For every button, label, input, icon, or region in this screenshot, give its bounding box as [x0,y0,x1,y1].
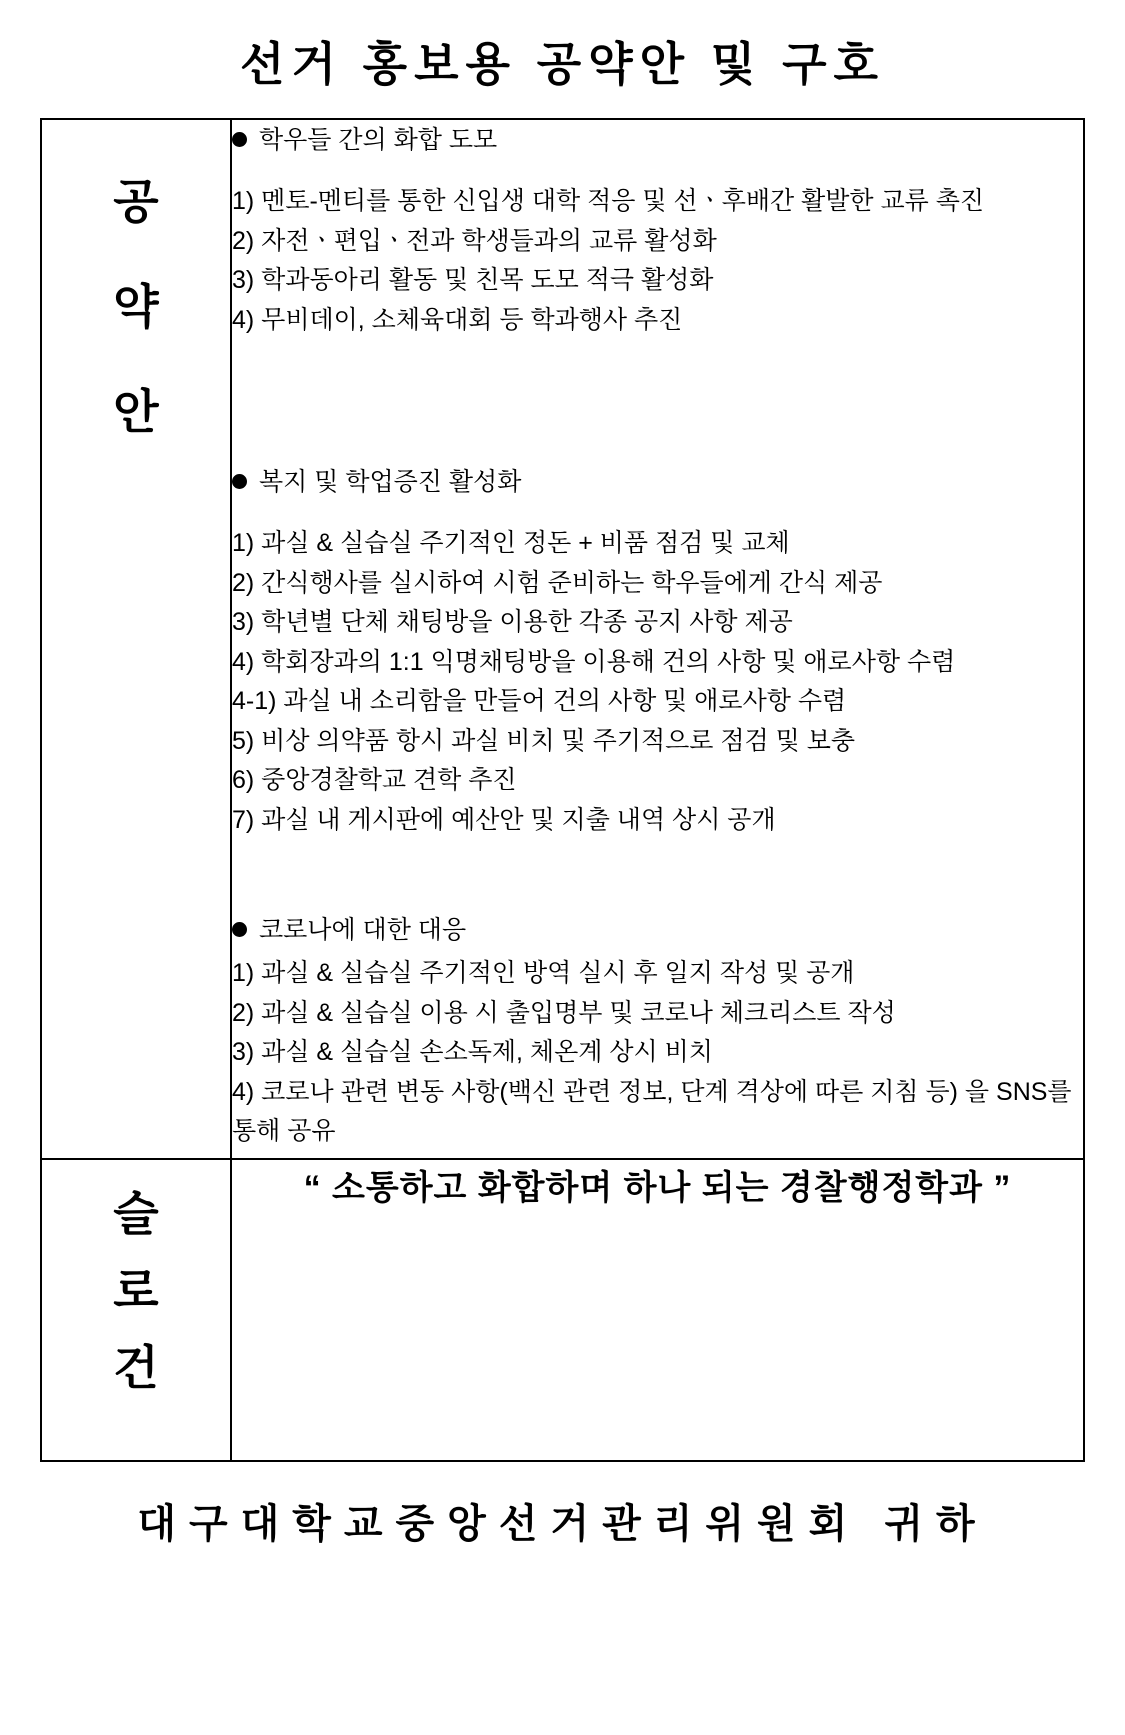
list-item: 4-1) 과실 내 소리함을 만들어 건의 사항 및 애로사항 수렴 [232,687,847,715]
list-item: 3) 학과동아리 활동 및 친목 도모 적극 활성화 [232,266,714,294]
pledge-section-1 [232,120,1083,340]
slogan-row [41,1159,1084,1461]
list-item: 4) 코로나 관련 변동 사항(백신 관련 정보, 단계 격상에 따른 지침 등) 을 SNS를 통해 공유 [232,1077,1072,1145]
pledge-section-2-heading-text: 복지 및 학업증진 활성화 [259,468,522,496]
pledge-label-char-3: 안 [113,385,159,438]
document-footer: 대구대학교중앙선거관리위원회 귀하 [137,1501,988,1546]
pledge-label-cell [41,119,231,1159]
pledge-label-char-1: 공 [113,175,159,228]
list-item: 3) 과실 & 실습실 손소독제, 체온계 상시 비치 [232,1038,713,1066]
slogan-label-cell [41,1159,231,1461]
pledge-section-2 [232,462,1083,840]
pledge-section-2-heading [232,462,1083,498]
list-item: 1) 과실 & 실습실 주기적인 방역 실시 후 일지 작성 및 공개 [232,959,855,987]
list-item: 3) 학년별 단체 채팅방을 이용한 각종 공지 사항 제공 [232,608,793,636]
bullet-dot-icon [232,922,247,937]
slogan-content-cell [231,1159,1084,1461]
page-title: 선거 홍보용 공약안 및 구호 [240,38,885,90]
pledge-row [41,119,1084,1159]
slogan-label-char-3: 건 [113,1340,159,1394]
list-item: 2) 자전ㆍ편입ㆍ전과 학생들과의 교류 활성화 [232,226,717,255]
list-item: 2) 과실 & 실습실 이용 시 출입명부 및 코로나 체크리스트 작성 [232,998,896,1027]
pledge-section-3-heading-text: 코로나에 대한 대응 [259,916,467,944]
pledge-section-1-heading-text: 학우들 간의 화합 도모 [259,126,498,154]
list-item: 7) 과실 내 게시판에 예산안 및 지출 내역 상시 공개 [232,805,776,834]
list-item: 4) 학회장과의 1:1 익명채팅방을 이용해 건의 사항 및 애로사항 수렴 [232,647,956,676]
pledge-table [40,118,1085,1462]
list-item: 4) 무비데이, 소체육대회 등 학과행사 추진 [232,305,683,334]
list-item: 2) 간식행사를 실시하여 시험 준비하는 학우들에게 간식 제공 [232,568,883,597]
list-item: 1) 과실 & 실습실 주기적인 정돈 + 비품 점검 및 교체 [232,529,790,557]
bullet-dot-icon [232,474,247,489]
slogan-label-char-2: 로 [113,1263,159,1317]
list-item: 6) 중앙경찰학교 견학 추진 [232,766,517,794]
bullet-dot-icon [232,132,247,147]
document-page [0,28,1125,1735]
pledge-section-1-heading [232,120,1083,156]
list-item: 5) 비상 의약품 항시 과실 비치 및 주기적으로 점검 및 보충 [232,726,855,755]
pledge-content-cell [231,119,1084,1159]
pledge-section-3 [232,910,1083,1152]
list-item: 1) 멘토-멘티를 통한 신입생 대학 적응 및 선ㆍ후배간 활발한 교류 촉진 [232,187,985,215]
pledge-section-3-heading [232,910,1083,946]
pledge-label-char-2: 약 [113,280,159,333]
slogan-label-char-1: 슬 [113,1186,159,1240]
slogan-text: “ 소통하고 화합하며 하나 되는 경찰행정학과 ” [303,1168,1012,1207]
